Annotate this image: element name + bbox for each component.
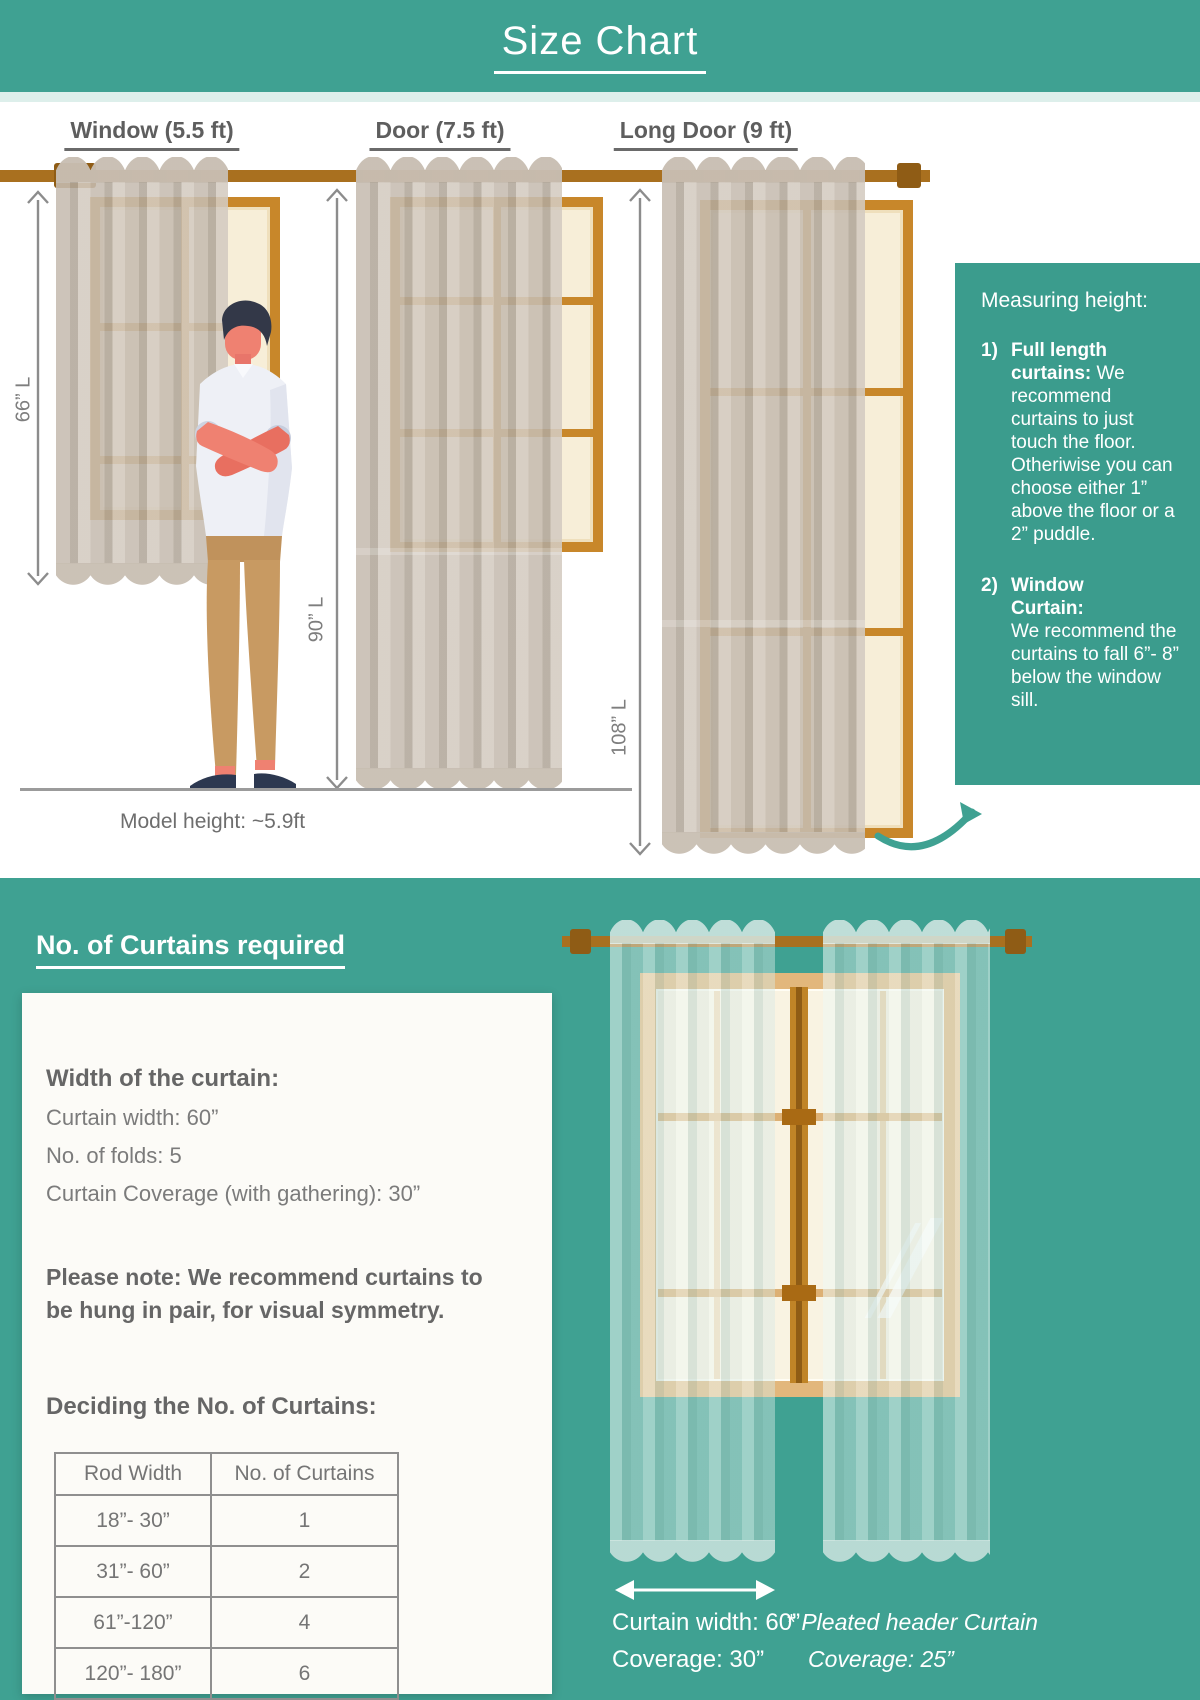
cell-count: 2 (211, 1546, 398, 1597)
cell-rod-width: 18”- 30” (55, 1495, 211, 1546)
caption-line: Coverage: 30” (612, 1646, 765, 1673)
table-header-row (55, 1453, 398, 1495)
rod-finial-right (897, 163, 921, 188)
width-title: Width of the curtain: (46, 1065, 280, 1092)
label-long-door: Long Door (9 ft) (614, 117, 798, 151)
table-row (55, 1495, 398, 1546)
card-line: Curtain width: 60” (46, 1105, 219, 1130)
cell-count: 6 (211, 1648, 398, 1699)
curtain-scallop-top (662, 157, 865, 183)
item-number: 2) (981, 575, 998, 596)
curved-arrow-icon (872, 798, 988, 866)
sheer-curtain-right (823, 920, 990, 1562)
measuring-box-title: Measuring height: (981, 289, 1148, 312)
measuring-box-item (981, 339, 1186, 546)
rail-joint (782, 1285, 816, 1301)
pair-note: Please note: We recommend curtains to be hung in pair, for visual symmetry. (46, 1264, 483, 1323)
cell-rod-width: 31”- 60” (55, 1546, 211, 1597)
info-card (22, 993, 552, 1694)
curtain-wavy-bottom (662, 832, 865, 854)
curtain-crease (356, 548, 562, 555)
table-row (55, 1597, 398, 1648)
curtain-wavy-bottom (610, 1540, 775, 1562)
header-divider (0, 92, 1200, 102)
window-center-mullion (790, 987, 808, 1383)
rail-joint (782, 1109, 816, 1125)
width-caption (612, 1604, 800, 1678)
note-line: Coverage: 25” (808, 1646, 954, 1672)
header-bar (0, 0, 1200, 92)
label-window: Window (5.5 ft) (64, 117, 239, 151)
curtain-scallop-top (823, 920, 990, 944)
curtain-long-door (662, 157, 865, 854)
curtain-scallop-top (610, 920, 775, 944)
pleated-note (786, 1604, 1038, 1678)
person-leg (244, 560, 280, 769)
cell-count: 4 (211, 1597, 398, 1648)
curtain-crease (662, 620, 865, 627)
person-leg (207, 560, 240, 775)
measuring-box-item (981, 574, 1186, 712)
table-row (55, 1648, 398, 1699)
curtain-fabric (356, 182, 562, 769)
curtain-door (356, 157, 562, 790)
width-arrow (612, 1578, 778, 1602)
header-rod-width: Rod Width (55, 1453, 211, 1495)
card-line: Curtain Coverage (with gathering): 30” (46, 1181, 421, 1206)
person-sock (255, 760, 275, 770)
person-illustration (162, 298, 312, 793)
curtain-fabric (823, 943, 990, 1541)
sheer-curtain-left (610, 920, 775, 1562)
item-number: 1) (981, 340, 998, 361)
note-line: * Pleated header Curtain (786, 1609, 1038, 1635)
curtain-count-table (54, 1452, 399, 1700)
measuring-height-box (955, 263, 1200, 785)
cell-rod-width: 61”-120” (55, 1597, 211, 1648)
cell-rod-width: 120”- 180” (55, 1648, 211, 1699)
rod-finial-left (570, 929, 591, 954)
table-row (55, 1546, 398, 1597)
curtain-wavy-bottom (356, 768, 562, 790)
header-no-of-curtains: No. of Curtains (211, 1453, 398, 1495)
page-title: Size Chart (494, 19, 707, 74)
measure-label-66: 66” L (12, 376, 35, 423)
person-shoe (254, 773, 296, 789)
curtains-required-heading: No. of Curtains required (36, 930, 345, 969)
measure-arrow-90 (325, 188, 349, 790)
cell-count: 1 (211, 1495, 398, 1546)
item-text: Window Curtain: We recommend the curtains to fall 6”- 8” below the window sill. (1011, 575, 1179, 711)
item-text: Full length curtains: We recommend curtains to just touch the floor. Otheriwise you can choose either 1” above the floor or a 2” puddle. (1011, 340, 1175, 545)
floor-line (20, 788, 632, 791)
deciding-title: Deciding the No. of Curtains: (46, 1393, 377, 1420)
curtain-wavy-bottom (823, 1540, 990, 1562)
measure-label-90: 90” L (305, 596, 328, 643)
measure-arrow-108 (628, 188, 652, 856)
caption-line: Curtain width: 60” (612, 1609, 801, 1636)
model-height-caption: Model height: ~5.9ft (120, 810, 306, 833)
curtain-scallop-top (356, 157, 562, 183)
curtain-scallop-top (56, 157, 228, 183)
rod-finial-right (1005, 929, 1026, 954)
label-door: Door (7.5 ft) (369, 117, 510, 151)
curtain-fabric (662, 182, 865, 833)
curtain-fabric (610, 943, 775, 1541)
card-line: No. of folds: 5 (46, 1143, 182, 1168)
measure-label-108: 108” L (608, 699, 631, 756)
